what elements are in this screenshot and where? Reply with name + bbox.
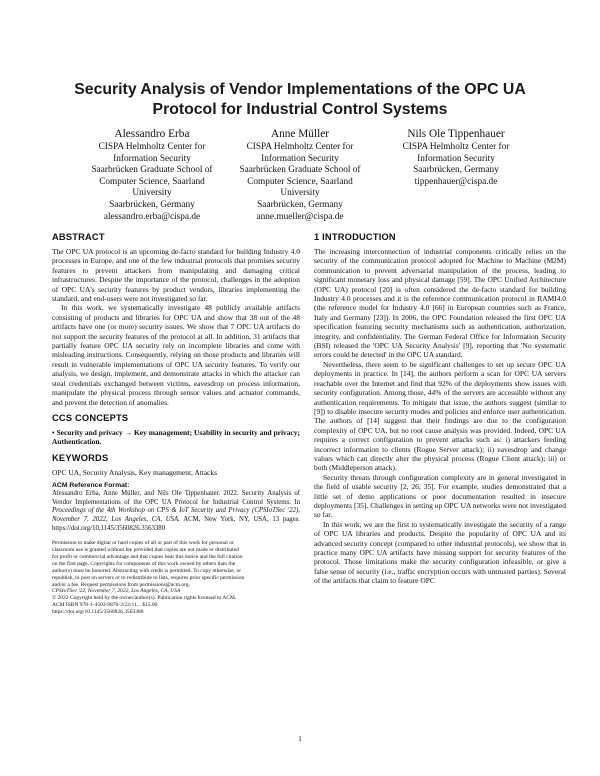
page-number: 1 (298, 734, 302, 743)
right-column (314, 232, 566, 586)
author-affiliation-line: Saarbrücken, Germany (109, 199, 195, 210)
paper-title (40, 80, 560, 120)
title-line: Security Analysis of Vendor Implementations of the OPC UA (74, 81, 526, 98)
permission-notice: Permission to make digital or hard copies of all or part of this work for personal or classroom use is granted without fee provided that copies are not made or distributed for profit or commercial advantage and that copies bear this notice and the full citation on the first page. Copyrights for components of this work owned by others than the author(s) must be honored. Abstracting with credit is permitted. To copy otherwise, or republish, to post on servers or to redistribute to lists, requires prior specific permission and/or a fee. Request permissions from permissions@acm.org. CPSIoTSec '22, November 7, 2022, Los Angeles, CA, USA © 2022 Copyright held by the owner/author(s). Publication rights licensed to ACM. ACM ISBN 978-1-4503-9876-3/22/11... $15.00 https://doi.org/10.1145/3560826.3563380 (52, 540, 245, 616)
author-email: anne.mueller@cispa.de (256, 211, 344, 222)
ccs-concepts-text: • Security and privacy → Key management; Usability in security and privacy; Authentication. (52, 427, 300, 447)
abstract-paragraph: The OPC UA protocol is an upcoming de-facto standard for building Industry 4.0 processes in Europe, and one of the few industrial protocols that promises security features to prevent attackers from manipulating and damaging critical infrastructures. Despite the importance of the protocol, challenges in the adoption of OPC UA's security features by product vendors, libraries implementing the standard, and end-users were not investigated so far. (52, 247, 300, 304)
author-affiliation-line: Computer Science, Saarland (99, 176, 205, 187)
intro-paragraph: Nevertheless, there seem to be significant challenges to set up secure OPC UA deployments in practice. In [14], the authors perform a scan for OPC UA servers reachable over the Internet and find that 92% of the deployments show issues with security configuration. Among those, 44% of the servers are accessible without any authentication requirements. To mitigate that issue, the authors suggest (similar to [9]) to disable insecure security modes and policies and enforce user authentication. The authors of [14] suggest that their findings are due to the configuration complexity of OPC UA, but no root cause analysis was provided. Indeed, OPC UA requires a correct configuration to prevent attacks such as: i) attackers feeding incorrect information to clients (Rogue Server attack); ii) eavesdrop and change values which can directly alter the physical process (Rogue Client attack); iii) or both (Middleperson attack). (314, 359, 566, 473)
left-column (52, 232, 300, 616)
intro-paragraph: In this work, we are the first to systematically investigate the security of a range of OPC UA libraries and products. Despite the popularity of OPC UA and its advanced security concept (compared to other industrial protocols), we show that in practice many OPC UA artifacts have missing support for security features of the protocol. Those limitations make the security configuration infeasible, or give a false sense of security (i.e., traffic encryption occurs with untrusted parties). Several of the artifacts that claim to feature OPC (314, 519, 566, 586)
intro-paragraph: Security threats through configuration complexity are in general investigated in the field of usable security [2, 26, 35]. For example, studies demonstrated that a little set of demo applications or poor documentation resulted in insecure deployments [35]. Challenges in setting up OPC UA networks were not investigated so far. (314, 472, 566, 520)
author-name: Nils Ole Tippenhauer (407, 128, 505, 140)
author-affiliation-line: Saarbrücken Graduate School of (239, 165, 361, 176)
author-email: tippenhauer@cispa.de (414, 176, 498, 187)
author-name: Anne Müller (270, 128, 330, 140)
reference-format-text: Alessandro Erba, Anne Müller, and Nils Ole Tippenhauer. 2022. Security Analysis of Vendor Implementations of the OPC UA Protocol for Industrial Control Systems. In Proceedings of the 4th Workshop on CPS & IoT Security and Privacy (CPSIoTSec '22), November 7, 2022, Los Angeles, CA, USA. ACM, New York, NY, USA, 13 pages. https://doi.org/10.1145/3560826.3563380 (52, 490, 300, 532)
keywords-heading: KEYWORDS (52, 452, 109, 463)
reference-format-heading: ACM Reference Format: (52, 482, 130, 490)
keywords-text: OPC UA, Security Analysis, Key management, Attacks (52, 467, 218, 477)
intro-paragraph: The increasing interconnection of industrial components critically relies on the security of the communication protocol adopted for Machine to Machine (M2M) communication to prevent adversarial manipulation of the process, leading to significant monetary loss and physical damage [59]. The OPC Unified Architecture (OPC UA) protocol [20] is often considered the de-facto standard for building Industry 4.0 processes and it is the reference communication protocol in RAMI4.0 (the reference model for Industry 4.0 [66] in European countries such as France, Italy and Germany [23]). In 2006, the OPC Foundation released the first OPC UA specification featuring security mechanisms such as authentication, authorization, integrity, and confidentiality. The German Federal Office for Information Security (BSI) released the 'OPC UA Security Analysis' [9], reporting that 'No systematic errors could be detected' in the OPC UA standard. (314, 247, 566, 360)
abstract-heading: ABSTRACT (52, 232, 105, 242)
author-block (356, 128, 556, 188)
author-affiliation-line: Saarbrücken, Germany (257, 199, 343, 210)
author-affiliation-line: CISPA Helmholtz Center for (98, 142, 206, 152)
author-affiliation-line: Information Security (261, 153, 339, 164)
author-affiliation-line: University (280, 188, 320, 199)
title-line: Protocol for Industrial Control Systems (152, 101, 448, 118)
introduction-heading: 1 INTRODUCTION (314, 232, 396, 242)
author-affiliation-line: University (132, 188, 172, 199)
author-affiliation-line: CISPA Helmholtz Center for (402, 142, 510, 152)
author-affiliation-line: Information Security (113, 153, 191, 164)
author-name: Alessandro Erba (114, 128, 190, 140)
author-affiliation-line: Saarbrücken Graduate School of (91, 165, 213, 176)
ccs-heading: CCS CONCEPTS (52, 412, 129, 423)
author-affiliation-line: Computer Science, Saarland (247, 176, 353, 187)
author-affiliation-line: Saarbrücken, Germany (413, 165, 499, 176)
author-affiliation-line: Information Security (417, 153, 495, 164)
abstract-paragraph: In this work, we systematically investigate 48 publicly available artifacts consisting of products and libraries for OPC UA and show that 38 out of the 48 artifacts have one (or more) security issues. We show that 7 OPC UA artifacts do not support the security features of the protocol at all. In addition, 31 artifacts that partially feature OPC UA security rely on incomplete libraries and come with misleading instructions. Consequently, relying on those products and libraries will result in vulnerable implementations of OPC UA security features. To verify our analysis, we design, implement, and demonstrate attacks in which the attacker can steal credentials exchanged between victims, eavesdrop on process information, manipulate the physical process through sensor values and actuator commands, and prevent the detection of anomalies. (52, 303, 300, 407)
author-email: alessandro.erba@cispa.de (103, 211, 201, 222)
author-affiliation-line: CISPA Helmholtz Center for (246, 142, 354, 152)
